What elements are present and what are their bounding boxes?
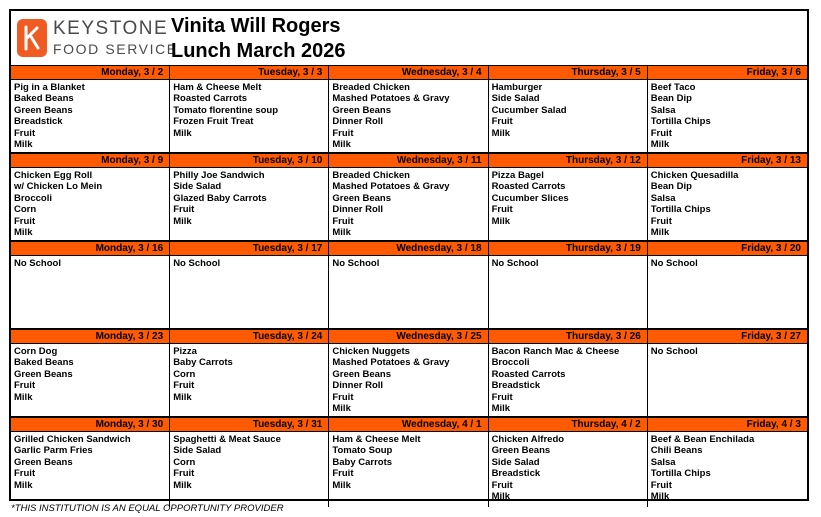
day-cell	[170, 418, 329, 507]
menu-items	[11, 432, 169, 491]
menu-item: Chili Beans	[650, 445, 703, 457]
menu-items	[11, 344, 169, 403]
school-name: Vinita Will Rogers	[171, 15, 341, 37]
day-header: Thursday, 3 / 19	[489, 242, 647, 256]
menu-item: Fruit	[491, 479, 513, 491]
menu-item: Fruit	[650, 215, 672, 227]
day-header: Monday, 3 / 23	[11, 330, 169, 344]
day-header: Thursday, 3 / 5	[489, 66, 647, 80]
menu-item: Green Beans	[14, 456, 73, 468]
menu-item: Cucumber Salad	[491, 104, 567, 116]
menu-item: Broccoli	[14, 192, 53, 204]
menu-sheet	[9, 9, 809, 501]
menu-item: Corn	[173, 368, 196, 380]
menu-item: Milk	[173, 215, 192, 227]
menu-item: No School	[650, 258, 698, 269]
menu-item: Dinner Roll	[332, 380, 384, 392]
menu-title: Lunch March 2026	[171, 40, 346, 62]
menu-item: Milk	[650, 139, 670, 151]
menu-item: Hamburger	[491, 82, 543, 93]
menu-item: Milk	[14, 139, 33, 151]
menu-item: Spaghetti & Meat Sauce	[173, 434, 281, 445]
week-row	[11, 66, 807, 154]
menu-item: Milk	[14, 227, 33, 239]
menu-item: Milk	[491, 491, 511, 503]
menu-item: Tomato florentine soup	[173, 104, 279, 116]
calendar-grid	[11, 66, 807, 507]
menu-item: Breadstick	[491, 468, 541, 480]
menu-item: Ham & Cheese Melt	[173, 82, 262, 93]
menu-item: Milk	[650, 491, 670, 503]
menu-item: Chicken Quesadilla	[650, 170, 739, 181]
menu-item: Bacon Ranch Mac & Cheese	[491, 346, 620, 357]
menu-item: Baked Beans	[14, 93, 74, 105]
menu-item: Salsa	[650, 456, 676, 468]
menu-item: Side Salad	[491, 93, 540, 105]
menu-items	[329, 344, 487, 414]
menu-items	[648, 168, 807, 238]
day-header: Thursday, 4 / 2	[489, 418, 647, 432]
day-header: Friday, 3 / 20	[648, 242, 807, 256]
day-cell	[648, 154, 807, 240]
menu-items	[170, 80, 328, 139]
menu-item: Chicken Egg Roll	[14, 170, 93, 181]
menu-item: Mashed Potatoes & Gravy	[332, 181, 450, 193]
menu-item: Baby Carrots	[332, 456, 393, 468]
menu-item: Green Beans	[332, 368, 391, 380]
menu-items	[329, 80, 487, 150]
menu-item: Milk	[173, 479, 192, 491]
menu-item: Tortilla Chips	[650, 204, 711, 216]
day-header: Tuesday, 3 / 3	[170, 66, 328, 80]
menu-item: Chicken Nuggets	[332, 346, 410, 357]
menu-item: Milk	[491, 215, 511, 227]
footer-disclaimer: *THIS INSTITUTION IS AN EQUAL OPPORTUNITY PROVIDER	[11, 503, 284, 514]
day-header: Thursday, 3 / 26	[489, 330, 647, 344]
day-cell	[489, 418, 648, 507]
menu-items	[329, 168, 487, 238]
menu-item: No School	[173, 258, 221, 269]
menu-item: w/ Chicken Lo Mein	[14, 181, 103, 193]
menu-item: Frozen Fruit Treat	[173, 116, 254, 128]
menu-item: Baked Beans	[14, 357, 74, 369]
menu-items	[329, 432, 487, 491]
menu-item: Green Beans	[491, 445, 551, 457]
menu-item: Fruit	[650, 479, 672, 491]
menu-item: Dinner Roll	[332, 116, 384, 128]
menu-item: No School	[650, 346, 698, 357]
menu-item: Glazed Baby Carrots	[173, 192, 267, 204]
day-header: Thursday, 3 / 12	[489, 154, 647, 168]
day-cell	[489, 330, 648, 416]
menu-items	[489, 432, 647, 502]
menu-item: Chicken Alfredo	[491, 434, 565, 445]
menu-item: Milk	[491, 127, 511, 139]
day-cell	[489, 154, 648, 240]
menu-item: Fruit	[173, 204, 195, 216]
menu-items	[11, 168, 169, 238]
day-header: Wednesday, 3 / 11	[329, 154, 487, 168]
day-cell	[11, 66, 170, 152]
menu-titles	[171, 14, 346, 64]
day-cell	[329, 66, 488, 152]
day-cell	[11, 418, 170, 507]
day-header: Friday, 3 / 6	[648, 66, 807, 80]
menu-items	[11, 256, 169, 269]
menu-item: Mashed Potatoes & Gravy	[332, 93, 450, 105]
menu-item: Pizza	[173, 346, 197, 357]
menu-item: Philly Joe Sandwich	[173, 170, 265, 181]
menu-item: Ham & Cheese Melt	[332, 434, 421, 445]
menu-item: Beef Taco	[650, 82, 696, 93]
menu-item: Pizza Bagel	[491, 170, 544, 181]
menu-items	[170, 256, 328, 269]
menu-item: Broccoli	[491, 357, 530, 369]
menu-item: Milk	[491, 403, 511, 415]
menu-item: Corn Dog	[14, 346, 58, 357]
menu-item: Corn	[14, 204, 37, 216]
menu-item: Grilled Chicken Sandwich	[14, 434, 131, 445]
menu-item: No School	[14, 258, 61, 269]
day-cell	[11, 242, 170, 328]
day-cell	[648, 66, 807, 152]
menu-item: Tortilla Chips	[650, 468, 711, 480]
day-cell	[329, 154, 488, 240]
menu-item: Tortilla Chips	[650, 116, 711, 128]
menu-item: Fruit	[332, 215, 354, 227]
day-header: Tuesday, 3 / 17	[170, 242, 328, 256]
day-cell	[489, 242, 648, 328]
menu-item: Milk	[332, 227, 351, 239]
menu-item: Fruit	[491, 116, 513, 128]
day-header: Wednesday, 3 / 18	[329, 242, 487, 256]
menu-item: Breaded Chicken	[332, 82, 410, 93]
menu-header	[11, 11, 807, 66]
day-cell	[170, 154, 329, 240]
menu-item: Beef & Bean Enchilada	[650, 434, 755, 445]
menu-item: Roasted Carrots	[491, 368, 566, 380]
menu-item: Green Beans	[14, 368, 73, 380]
menu-items	[489, 256, 647, 269]
day-header: Monday, 3 / 9	[11, 154, 169, 168]
week-row	[11, 154, 807, 242]
menu-item: Fruit	[14, 468, 36, 480]
menu-items	[329, 256, 487, 269]
keystone-logo	[17, 17, 178, 61]
menu-item: Fruit	[650, 127, 672, 139]
day-header: Monday, 3 / 30	[11, 418, 169, 432]
menu-item: Mashed Potatoes & Gravy	[332, 357, 450, 369]
menu-item: Milk	[332, 479, 351, 491]
day-header: Tuesday, 3 / 10	[170, 154, 328, 168]
menu-item: No School	[332, 258, 380, 269]
day-cell	[170, 330, 329, 416]
menu-item: Fruit	[173, 468, 195, 480]
keystone-k-logo-icon	[17, 19, 47, 57]
day-cell	[329, 242, 488, 328]
menu-items	[489, 344, 647, 414]
day-header: Monday, 3 / 2	[11, 66, 169, 80]
menu-item: Fruit	[332, 391, 354, 403]
menu-item: No School	[491, 258, 539, 269]
day-header: Friday, 4 / 3	[648, 418, 807, 432]
menu-item: Pig in a Blanket	[14, 82, 85, 93]
menu-item: Side Salad	[491, 456, 540, 468]
menu-item: Milk	[173, 391, 192, 403]
menu-items	[648, 344, 807, 357]
menu-item: Salsa	[650, 192, 676, 204]
menu-items	[11, 80, 169, 150]
menu-item: Milk	[173, 127, 192, 139]
day-cell	[489, 66, 648, 152]
menu-item: Breadstick	[14, 116, 63, 128]
day-cell	[648, 330, 807, 416]
menu-item: Corn	[173, 456, 196, 468]
menu-item: Fruit	[14, 127, 36, 139]
logo-text-keystone: KEYSTONE	[53, 18, 169, 39]
menu-item: Dinner Roll	[332, 204, 384, 216]
menu-items	[489, 168, 647, 227]
menu-item: Green Beans	[332, 192, 391, 204]
menu-items	[648, 432, 807, 502]
menu-item: Bean Dip	[650, 181, 692, 193]
day-header: Friday, 3 / 27	[648, 330, 807, 344]
menu-items	[170, 432, 328, 491]
menu-item: Milk	[14, 391, 33, 403]
menu-item: Side Salad	[173, 181, 222, 193]
menu-item: Fruit	[332, 127, 354, 139]
week-row	[11, 330, 807, 418]
menu-item: Garlic Parm Fries	[14, 445, 93, 457]
menu-items	[170, 344, 328, 403]
day-cell	[170, 242, 329, 328]
menu-item: Fruit	[491, 391, 513, 403]
menu-item: Fruit	[14, 215, 36, 227]
week-row	[11, 418, 807, 507]
menu-item: Milk	[332, 403, 351, 415]
logo-text-food-service: FOOD SERVICE	[53, 41, 178, 57]
day-header: Tuesday, 3 / 31	[170, 418, 328, 432]
day-cell	[648, 418, 807, 507]
week-row	[11, 242, 807, 330]
day-header: Friday, 3 / 13	[648, 154, 807, 168]
menu-item: Fruit	[14, 380, 36, 392]
menu-items	[170, 168, 328, 227]
menu-item: Cucumber Slices	[491, 192, 569, 204]
menu-items	[648, 80, 807, 150]
day-cell	[329, 330, 488, 416]
menu-item: Milk	[650, 227, 670, 239]
menu-item: Fruit	[332, 468, 354, 480]
menu-item: Baby Carrots	[173, 357, 233, 369]
day-header: Wednesday, 4 / 1	[329, 418, 487, 432]
menu-item: Green Beans	[332, 104, 391, 116]
menu-item: Tomato Soup	[332, 445, 393, 457]
menu-item: Side Salad	[173, 445, 222, 457]
menu-items	[648, 256, 807, 269]
menu-item: Milk	[14, 479, 33, 491]
menu-item: Breadstick	[491, 380, 541, 392]
day-cell	[11, 154, 170, 240]
menu-item: Breaded Chicken	[332, 170, 410, 181]
menu-item: Green Beans	[14, 104, 73, 116]
day-header: Tuesday, 3 / 24	[170, 330, 328, 344]
menu-item: Milk	[332, 139, 351, 151]
menu-item: Roasted Carrots	[173, 93, 248, 105]
day-cell	[170, 66, 329, 152]
menu-items	[489, 80, 647, 139]
day-cell	[11, 330, 170, 416]
day-header: Monday, 3 / 16	[11, 242, 169, 256]
day-header: Wednesday, 3 / 4	[329, 66, 487, 80]
menu-item: Roasted Carrots	[491, 181, 566, 193]
day-header: Wednesday, 3 / 25	[329, 330, 487, 344]
day-cell	[648, 242, 807, 328]
menu-item: Bean Dip	[650, 93, 692, 105]
menu-item: Fruit	[173, 380, 195, 392]
menu-item: Fruit	[491, 204, 513, 216]
menu-item: Salsa	[650, 104, 676, 116]
day-cell	[329, 418, 488, 507]
